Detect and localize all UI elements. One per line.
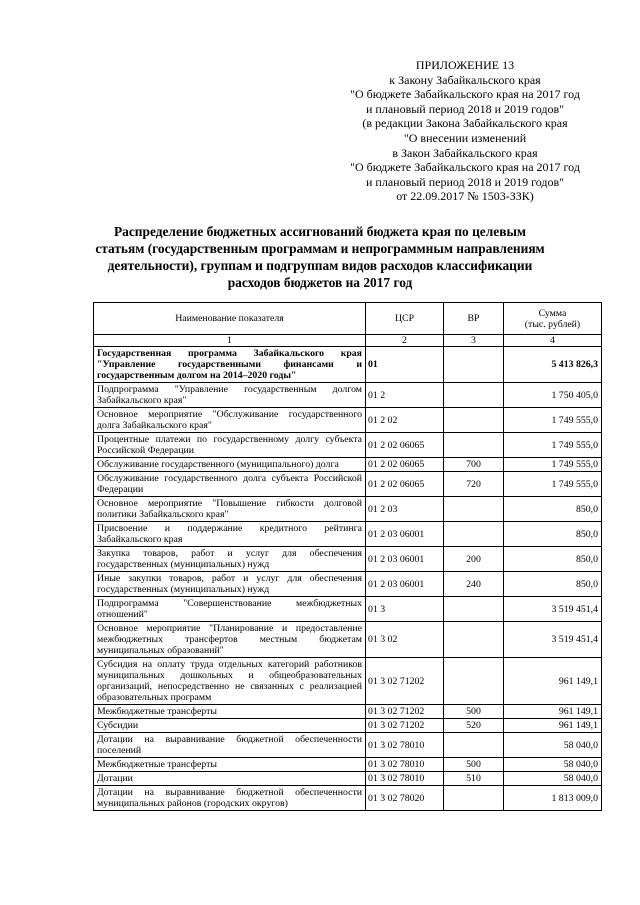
document-title	[70, 223, 570, 291]
budget-table	[93, 302, 602, 811]
cell-name: Подпрограмма "Управление государственным долгом Забайкальского края"	[94, 383, 366, 408]
cell-csr: 01	[366, 347, 444, 383]
cell-csr: 01 3 02 78010	[366, 772, 444, 786]
cell-csr: 01 3 02 71202	[366, 658, 444, 705]
cell-csr: 01 3 02 78010	[366, 758, 444, 772]
table-row	[94, 383, 602, 408]
table-row	[94, 547, 602, 572]
cell-name: Основное мероприятие "Повышение гибкости долговой политики Забайкальского края"	[94, 497, 366, 522]
column-number: 4	[504, 335, 602, 347]
cell-vr	[444, 733, 504, 758]
table-row	[94, 497, 602, 522]
cell-name: Межбюджетные трансферты	[94, 705, 366, 719]
cell-name: Субсидия на оплату труда отдельных категорий работников муниципальных дошкольных и общеобразовательных организаций, непосредственно не связанных с реализацией образовательных программ	[94, 658, 366, 705]
cell-name: Подпрограмма "Совершенствование межбюджетных отношений"	[94, 597, 366, 622]
cell-sum: 1 749 555,0	[504, 472, 602, 497]
cell-vr: 240	[444, 572, 504, 597]
cell-csr: 01 3 02	[366, 622, 444, 658]
cell-vr	[444, 522, 504, 547]
header-line: в Закон Забайкальского края	[392, 145, 538, 160]
cell-sum: 850,0	[504, 547, 602, 572]
header-line: "О внесении изменений	[403, 130, 527, 145]
cell-sum: 58 040,0	[504, 758, 602, 772]
header-line: и плановый период 2018 и 2019 годов"	[365, 174, 565, 189]
cell-sum: 850,0	[504, 572, 602, 597]
title-line: расходов бюджетов на 2017 год	[227, 275, 413, 290]
cell-name: Межбюджетные трансферты	[94, 758, 366, 772]
header-line: к Закону Забайкальского края	[389, 72, 541, 87]
cell-name: Основное мероприятие "Обслуживание государственного долга Забайкальского края"	[94, 408, 366, 433]
cell-csr: 01 2 02	[366, 408, 444, 433]
sum-header-unit: (тыс. рублей)	[524, 318, 581, 330]
cell-sum: 3 519 451,4	[504, 597, 602, 622]
title-line: статьям (государственным программам и непрограммным направлениям	[95, 241, 545, 256]
column-number: 1	[94, 335, 366, 347]
table-row	[94, 705, 602, 719]
column-header-csr: ЦСР	[366, 303, 444, 335]
sum-header-line: Сумма	[538, 307, 567, 319]
cell-vr	[444, 408, 504, 433]
cell-sum: 1 750 405,0	[504, 383, 602, 408]
header-line: (в редакции Закона Забайкальского края	[362, 116, 568, 131]
cell-sum: 1 749 555,0	[504, 458, 602, 472]
cell-name: Дотации	[94, 772, 366, 786]
cell-name: Субсидии	[94, 719, 366, 733]
cell-vr	[444, 347, 504, 383]
table-row	[94, 658, 602, 705]
cell-vr	[444, 658, 504, 705]
table-row	[94, 758, 602, 772]
cell-name: Основное мероприятие "Планирование и предоставление межбюджетных трансфертов местным бюджетам муниципальных образований"	[94, 622, 366, 658]
table-row	[94, 347, 602, 383]
cell-vr: 520	[444, 719, 504, 733]
cell-vr: 500	[444, 705, 504, 719]
cell-vr: 700	[444, 458, 504, 472]
cell-vr: 500	[444, 758, 504, 772]
cell-vr: 200	[444, 547, 504, 572]
column-header-name: Наименование показателя	[94, 303, 366, 335]
cell-vr: 510	[444, 772, 504, 786]
table-row	[94, 719, 602, 733]
table-header-row	[94, 303, 602, 335]
column-header-sum	[504, 303, 602, 335]
cell-vr	[444, 433, 504, 458]
cell-sum: 961 149,1	[504, 705, 602, 719]
header-line: "О бюджете Забайкальского края на 2017 год	[350, 87, 580, 102]
table-row	[94, 622, 602, 658]
cell-name: Процентные платежи по государственному долгу субъекта Российской Федерации	[94, 433, 366, 458]
cell-csr: 01 3 02 78020	[366, 786, 444, 811]
cell-sum: 5 413 826,3	[504, 347, 602, 383]
cell-sum: 961 149,1	[504, 658, 602, 705]
title-line: деятельности), группам и подгруппам видов расходов классификации	[107, 258, 533, 273]
table-row	[94, 408, 602, 433]
cell-csr: 01 3 02 71202	[366, 705, 444, 719]
cell-name: Закупка товаров, работ и услуг для обеспечения государственных (муниципальных) нужд	[94, 547, 366, 572]
cell-csr: 01 2 03	[366, 497, 444, 522]
table-row	[94, 772, 602, 786]
table-row	[94, 458, 602, 472]
cell-name: Обслуживание государственного (муниципального) долга	[94, 458, 366, 472]
cell-sum: 1 749 555,0	[504, 433, 602, 458]
cell-csr: 01 2	[366, 383, 444, 408]
cell-sum: 3 519 451,4	[504, 622, 602, 658]
header-line: "О бюджете Забайкальского края на 2017 год	[350, 160, 580, 175]
table-row	[94, 786, 602, 811]
cell-csr: 01 3 02 78010	[366, 733, 444, 758]
cell-csr: 01 2 03 06001	[366, 572, 444, 597]
cell-name: Иные закупки товаров, работ и услуг для обеспечения государственных (муниципальных) нужд	[94, 572, 366, 597]
cell-csr: 01 2 02 06065	[366, 472, 444, 497]
title-line: Распределение бюджетных ассигнований бюджета края по целевым	[113, 224, 527, 239]
cell-name: Дотации на выравнивание бюджетной обеспеченности муниципальных районов (городских округов)	[94, 786, 366, 811]
cell-vr	[444, 786, 504, 811]
cell-vr: 720	[444, 472, 504, 497]
cell-csr: 01 2 03 06001	[366, 522, 444, 547]
cell-vr	[444, 597, 504, 622]
appendix-header	[330, 58, 600, 204]
cell-name: Дотации на выравнивание бюджетной обеспеченности поселений	[94, 733, 366, 758]
table-row	[94, 733, 602, 758]
cell-sum: 850,0	[504, 522, 602, 547]
column-number: 3	[444, 335, 504, 347]
column-number-row	[94, 335, 602, 347]
cell-sum: 1 813 009,0	[504, 786, 602, 811]
cell-name: Государственная программа Забайкальского края "Управление государственными финансами и государственным долгом на 2014–2020 годы"	[94, 347, 366, 383]
cell-vr	[444, 383, 504, 408]
header-line: ПРИЛОЖЕНИЕ 13	[415, 58, 515, 72]
cell-sum: 850,0	[504, 497, 602, 522]
cell-sum: 1 749 555,0	[504, 408, 602, 433]
table-row	[94, 572, 602, 597]
cell-csr: 01 3	[366, 597, 444, 622]
column-header-vr: ВР	[444, 303, 504, 335]
cell-csr: 01 2 03 06001	[366, 547, 444, 572]
table-row	[94, 472, 602, 497]
table-row	[94, 522, 602, 547]
cell-sum: 58 040,0	[504, 772, 602, 786]
cell-sum: 961 149,1	[504, 719, 602, 733]
cell-vr	[444, 497, 504, 522]
cell-sum: 58 040,0	[504, 733, 602, 758]
cell-name: Обслуживание государственного долга субъекта Российской Федерации	[94, 472, 366, 497]
table-row	[94, 597, 602, 622]
cell-csr: 01 3 02 71202	[366, 719, 444, 733]
column-number: 2	[366, 335, 444, 347]
cell-csr: 01 2 02 06065	[366, 433, 444, 458]
header-line: от 22.09.2017 № 1503-ЗЗК)	[396, 189, 534, 204]
cell-vr	[444, 622, 504, 658]
cell-name: Присвоение и поддержание кредитного рейтинга Забайкальского края	[94, 522, 366, 547]
cell-csr: 01 2 02 06065	[366, 458, 444, 472]
table-row	[94, 433, 602, 458]
header-line: и плановый период 2018 и 2019 годов"	[365, 101, 565, 116]
